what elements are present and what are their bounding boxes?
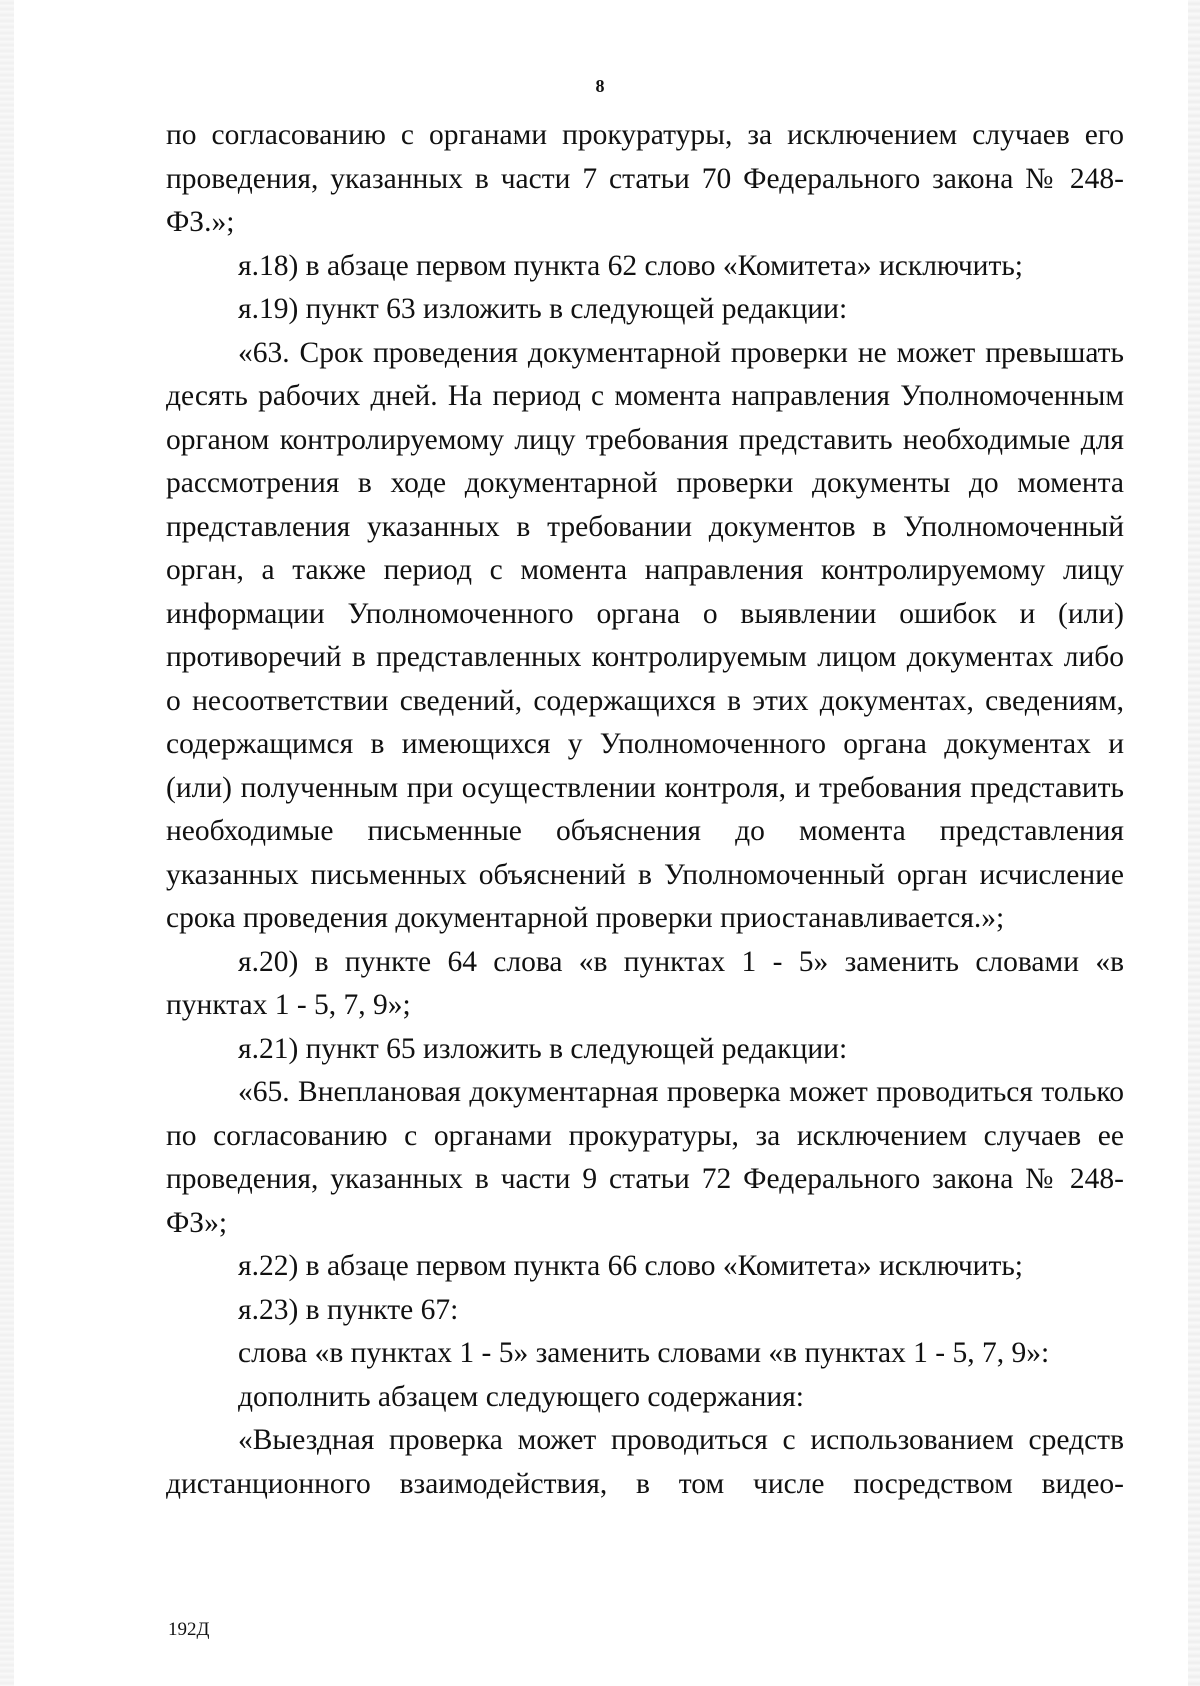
- document-code: 192Д: [168, 1619, 210, 1640]
- paragraph: «65. Внеплановая документарная проверка может проводиться только по согласованию с органами прокуратуры, за исключением случаев ее проведения, указанных в части 9 статьи 72 Федерального закона № 248-ФЗ»;: [166, 1076, 1124, 1239]
- paragraph: я.21) пункт 65 изложить в следующей редакции:: [238, 1032, 848, 1065]
- paragraph: я.23) в пункте 67:: [238, 1293, 459, 1326]
- scan-edge-right: [1188, 0, 1200, 1686]
- document-body: [166, 114, 1124, 1506]
- paragraph: я.20) в пункте 64 слова «в пунктах 1 - 5» заменить словами «в пунктах 1 - 5, 7, 9»;: [166, 945, 1124, 1021]
- paragraph: «63. Срок проведения документарной проверки не может превышать десять рабочих дней. На период с момента направления Уполномоченным органом контролируемому лицу требования представить необходимые для рассмотрения в ходе документарной проверки документы до момента представления указанных в требовании документов в Уполномоченный орган, а также период с момента направления контролируемому лицу информации Уполномоченного органа о выявлении ошибок и (или) противоречий в представленных контролируемым лицом документах либо о несоответствии сведений, содержащихся в этих документах, сведениям, содержащимся в имеющихся у Уполномоченного органа документах и (или) полученным при осуществлении контроля, и требования представить необходимые письменные объяснения до момента представления указанных письменных объяснений в Уполномоченный орган исчисление срока проведения документарной проверки приостанавливается.»;: [166, 336, 1124, 934]
- paragraph: я.22) в абзаце первом пункта 66 слово «Комитета» исключить;: [238, 1250, 1023, 1282]
- page-number: 8: [595, 76, 605, 96]
- paragraph: я.18) в абзаце первом пункта 62 слово «Комитета» исключить;: [238, 249, 1023, 282]
- paragraph: я.19) пункт 63 изложить в следующей редакции:: [238, 293, 848, 325]
- paragraph: слова «в пунктах 1 - 5» заменить словами «в пунктах 1 - 5, 7, 9»:: [238, 1337, 1050, 1369]
- paragraph: дополнить абзацем следующего содержания:: [238, 1380, 804, 1413]
- paragraph: по согласованию с органами прокуратуры, за исключением случаев его проведения, указанных в части 7 статьи 70 Федерального закона № 248-ФЗ.»;: [166, 119, 1124, 238]
- scan-edge-left: [0, 0, 14, 1686]
- paragraph-continued: «Выездная проверка может проводиться с использованием средств дистанционного взаимодействия, в том числе посредством видео-: [166, 1424, 1124, 1500]
